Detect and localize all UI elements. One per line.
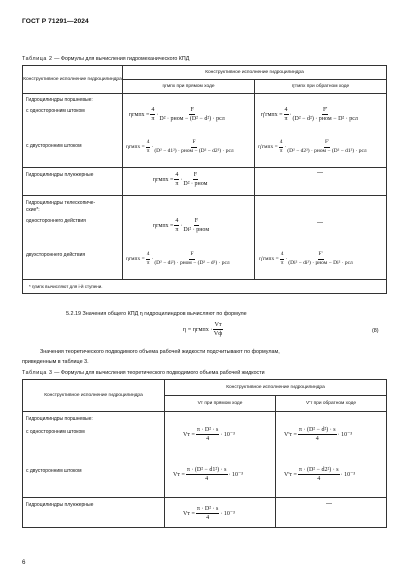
- table3-piston-reverse-cell: [276, 412, 387, 498]
- table2-caption-text: — Формулы для вычисления гидромеханического КПД: [52, 56, 190, 62]
- table2-caption-label: Таблица 2: [22, 56, 53, 62]
- table2-piston-forward-cell: [123, 94, 255, 168]
- table3-col3-header: V'т при обратном ходе: [276, 396, 387, 412]
- table3-plunger: Гидроцилиндры плунжерные: [26, 502, 94, 508]
- formula-v-reverse-two-rod: V'т = $\frac{\text{π · (D² − d2²) · s}}{4}$ · 10⁻³: [284, 467, 356, 482]
- table3-piston-title: Гидроцилиндры поршневые:: [26, 416, 93, 422]
- table2-row-telescopic-label: [23, 196, 123, 280]
- table-2: [22, 65, 387, 294]
- formula-eta-reverse-one-rod: η'гмпх = $\frac{4}{\pi}$ · F' (D² − d²) · pном − D² · pсл: [261, 107, 358, 122]
- table2-one-rod: с односторонним штоком: [26, 108, 85, 114]
- table3-row-piston-label: [23, 412, 165, 498]
- formula-v-forward-one-rod: Vт = $\frac{\text{π · D² · s}}{4}$ · 10⁻³: [183, 427, 235, 442]
- dash-mark: —: [317, 220, 323, 226]
- table3-two-rod: с двусторонним штоком: [26, 468, 82, 474]
- table3-caption: [22, 370, 265, 376]
- table3-one-rod: с односторонним штоком: [26, 429, 85, 435]
- table2-plunger-reverse-cell: [255, 168, 387, 196]
- formula-eta-forward-two-rod: ηгмпх = $\frac{4}{\pi}$ · F (D² − d1²) · pном − (D² − d2²) · pсл: [126, 139, 234, 154]
- table2-col1-header: Конструктивное исполнение гидроцилиндра: [23, 66, 123, 94]
- clause-5-2-19: 5.2.19 Значения общего КПД η гидроцилиндров вычисляют по формуле: [66, 311, 247, 317]
- table3-caption-text: — Формулы для вычисления теоретического подводимого объема рабочей жидкости: [52, 370, 265, 376]
- table3-caption-label: Таблица 3: [22, 370, 53, 376]
- table2-single-action: одностороннего действия: [26, 218, 86, 224]
- formula-v-forward-two-rod: Vт = $\frac{\text{π · (D² − d1²) · s}}{4}$ · 10⁻³: [173, 467, 243, 482]
- document-header: ГОСТ Р 71291—2024: [22, 18, 89, 25]
- table2-col3-header: η'гмпх при обратном ходе: [255, 80, 387, 94]
- table2-telescopic-reverse-cell: [255, 196, 387, 280]
- page-number: 6: [22, 559, 26, 566]
- table2-caption: [22, 56, 189, 62]
- paragraph-line-1: Значения теоретического подводимого объема рабочей жидкости подсчитывают по формулам,: [40, 349, 280, 355]
- table3-group-header: Конструктивное исполнение гидроцилиндра: [165, 380, 387, 396]
- table2-plunger: Гидроцилиндры плунжерные: [26, 172, 94, 178]
- formula-number: (8): [372, 328, 379, 334]
- table-3: [22, 379, 387, 528]
- formula-v-forward-plunger: Vт = $\frac{\text{π · D² · s}}{4}$ · 10⁻³: [183, 506, 235, 521]
- dash-mark: —: [317, 170, 323, 176]
- table3-piston-forward-cell: [165, 412, 276, 498]
- table3-col2-header: Vт при прямом ходе: [165, 396, 276, 412]
- table2-piston-title: Гидроцилиндры поршневые:: [26, 97, 93, 103]
- formula-eta-forward-telescopic-double: ηгмпх = $\frac{4}{\pi}$ · F (D² − di²) · pном − (D² − d²) · pсл: [126, 251, 230, 266]
- table2-group-header: Конструктивное исполнение гидроцилиндра: [123, 66, 387, 80]
- table2-plunger-forward-cell: [123, 168, 255, 196]
- table2-telescopic-forward-cell: [123, 196, 255, 280]
- formula-eta-forward-one-rod: ηгмпх = $\frac{4}{\pi}$ · F D² · pном − (D² − d²) · pсл: [129, 107, 225, 122]
- table3-row-plunger-label: [23, 498, 165, 528]
- table2-two-rod: с двусторонним штоком: [26, 143, 82, 149]
- formula-v-reverse-one-rod: V'т = $\frac{\text{π · (D² − d²) · s}}{4}$ · 10⁻³: [284, 427, 353, 442]
- dash-mark: —: [326, 501, 332, 507]
- table2-telescopic-2: ские*:: [26, 207, 40, 213]
- formula-eta-forward-plunger: ηгмпх = $\frac{4}{\pi}$ · F D² · pном: [153, 172, 208, 187]
- paragraph-line-2: приведенным в таблице 3.: [22, 359, 89, 365]
- table2-col2-header: ηгмпх при прямом ходе: [123, 80, 255, 94]
- table2-piston-reverse-cell: [255, 94, 387, 168]
- formula-eta-reverse-telescopic-double: η'гмпх = $\frac{4}{\pi}$ · F' (Di² − di²) · pном − Di² · pсл: [259, 251, 353, 266]
- table3-plunger-reverse-cell: [276, 498, 387, 528]
- table2-telescopic-1: Гидроцилиндры телескопиче-: [26, 200, 96, 206]
- formula-eta-forward-telescopic-single: ηгмпх = $\frac{4}{\pi}$ · F Di² · pном: [153, 218, 210, 233]
- table2-footnote: * ηгмпх вычисляют для i-й ступени.: [29, 284, 103, 289]
- table3-plunger-forward-cell: [165, 498, 276, 528]
- table2-row-piston-label: [23, 94, 123, 168]
- table3-col1-header: Конструктивное исполнение гидроцилиндра: [23, 380, 165, 412]
- table2-row-plunger-label: [23, 168, 123, 196]
- table2-footnote-cell: [23, 280, 387, 294]
- formula-eta-reverse-two-rod: η'гмпх = $\frac{4}{\pi}$ · F' (D² − d2²) · pном − (D² − d1²) · pсл: [258, 139, 367, 154]
- table2-double-action: двухстороннего действия: [26, 252, 86, 258]
- formula-8: η = ηгмпх · Vт Vф: [183, 321, 223, 338]
